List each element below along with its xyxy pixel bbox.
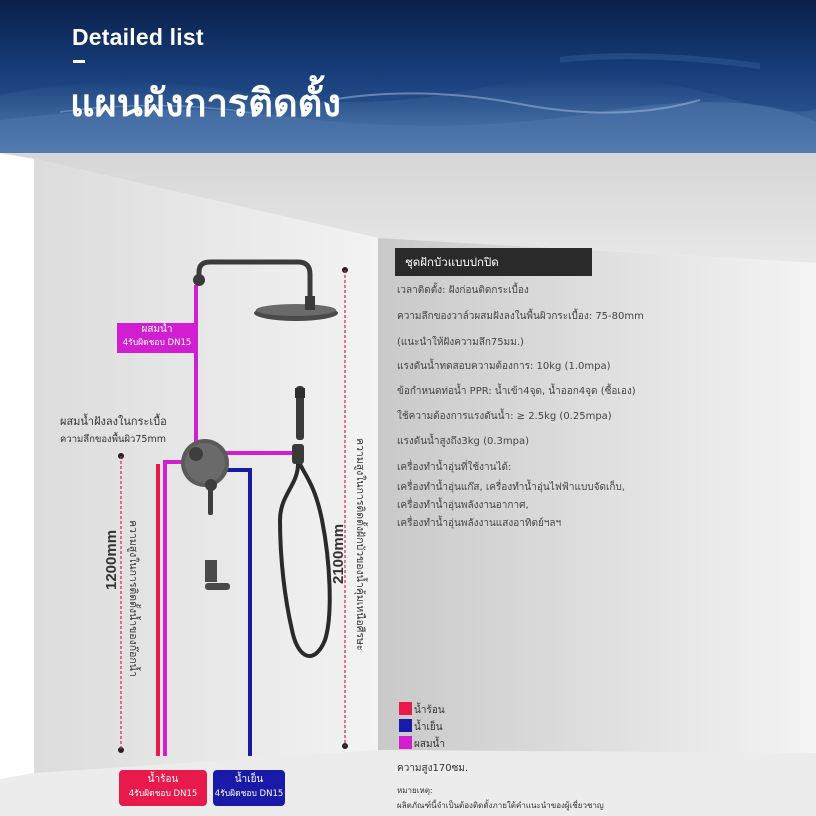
spec-line: เครื่องทำน้ำอุ่นแก๊ส, เครื่องทำน้ำอุ่นไฟฟ้าแบบจัดเก็บ, — [397, 482, 625, 493]
vertical-note-right: ความสูงในการติดตั้งฝักบัวของน้ำคุ้มเหนือศีรษะ — [354, 438, 366, 651]
hot-tag-label: น้ำร้อน — [147, 774, 179, 785]
spec-line: เครื่องทำน้ำอุ่นพลังงานอากาศ, — [397, 500, 529, 511]
remark-text: ผลิตภัณฑ์นี้จำเป็นต้องติดตั้งภายใต้คำแนะนำของผู้เชี่ยวชาญ — [397, 801, 604, 810]
legend-swatch-hot — [399, 702, 412, 715]
cold-tag-label: น้ำเย็น — [234, 774, 264, 785]
hot-water-tag — [119, 770, 207, 806]
cold-pipe — [222, 470, 250, 756]
legend-swatch-mixed — [399, 736, 412, 749]
left-note-line1: ผสมน้ำฝังลงในกระเบื้อ — [60, 415, 167, 428]
spec-line: แรงดันน้ำทดสอบความต้องการ: 10kg (1.0mpa) — [397, 361, 611, 372]
dimension-left — [118, 453, 124, 753]
remark-label: หมายเหตุ: — [397, 786, 433, 795]
hot-tag-spec: 4รับผิดชอบ DN15 — [128, 789, 198, 799]
mixer-valve — [181, 439, 229, 515]
bath-spout — [205, 560, 230, 590]
vertical-note-left: ความสูงในการติดตั้งน้ำของก๊อกน้ำ — [127, 520, 139, 677]
mixed-pipe — [165, 285, 196, 756]
header-subtitle: แผนผังการติดตั้ง — [70, 81, 341, 125]
cold-tag-spec: 4รับผิดชอบ DN15 — [214, 789, 284, 799]
spec-line: แรงดันน้ำสูงถึง3kg (0.3mpa) — [397, 436, 530, 447]
dim-1200: 1200mm — [103, 529, 120, 590]
spec-title: ชุดฝักบัวแบบปกปิด — [395, 248, 592, 276]
spec-line: ข้อกำหนดท่อน้ำ PPR: น้ำเข้า4จุด, น้ำออก4จุด (ซื้อเอง) — [397, 386, 636, 397]
spec-line: เครื่องทำน้ำอุ่นพลังงานแสงอาทิตย์ฯลฯ — [397, 518, 562, 529]
dimension-right — [342, 267, 348, 749]
spec-line: ใช้ความต้องการแรงดันน้ำ: ≥ 2.5kg (0.25mpa) — [397, 411, 612, 422]
shower-arm — [193, 262, 310, 300]
header-title: Detailed list — [72, 24, 204, 50]
rain-shower-head — [254, 296, 338, 321]
legend-label-cold: น้ำเย็น — [414, 722, 443, 733]
spec-line: (แนะนำให้ฝังความลึก75มม.) — [397, 337, 524, 348]
legend-label-hot: น้ำร้อน — [414, 705, 445, 716]
spec-line: เวลาติดตั้ง: ฝังก่อนติดกระเบื้อง — [397, 285, 529, 296]
legend-swatch-cold — [399, 719, 412, 732]
left-note-line2: ความลึกของพื้นผิว75mm — [60, 434, 166, 445]
spec-line: ความลึกของวาล์วผสมฝังลงในพื้นผิวกระเบื้อง: 75-80mm — [397, 311, 644, 322]
mixed-tag-label: ผสมน้ำ — [141, 324, 173, 335]
cold-water-tag — [213, 770, 285, 806]
mixed-water-tag — [117, 323, 197, 353]
dim-2100: 2100mm — [330, 523, 347, 584]
mixed-tag-spec: 4รับผิดชอบ DN15 — [122, 338, 192, 348]
spec-line: เครื่องทำน้ำอุ่นที่ใช้งานได้: — [397, 462, 512, 473]
height-note: ความสูง170ซม. — [397, 763, 469, 774]
hand-shower — [280, 386, 330, 656]
legend-label-mixed: ผสมน้ำ — [414, 739, 446, 750]
